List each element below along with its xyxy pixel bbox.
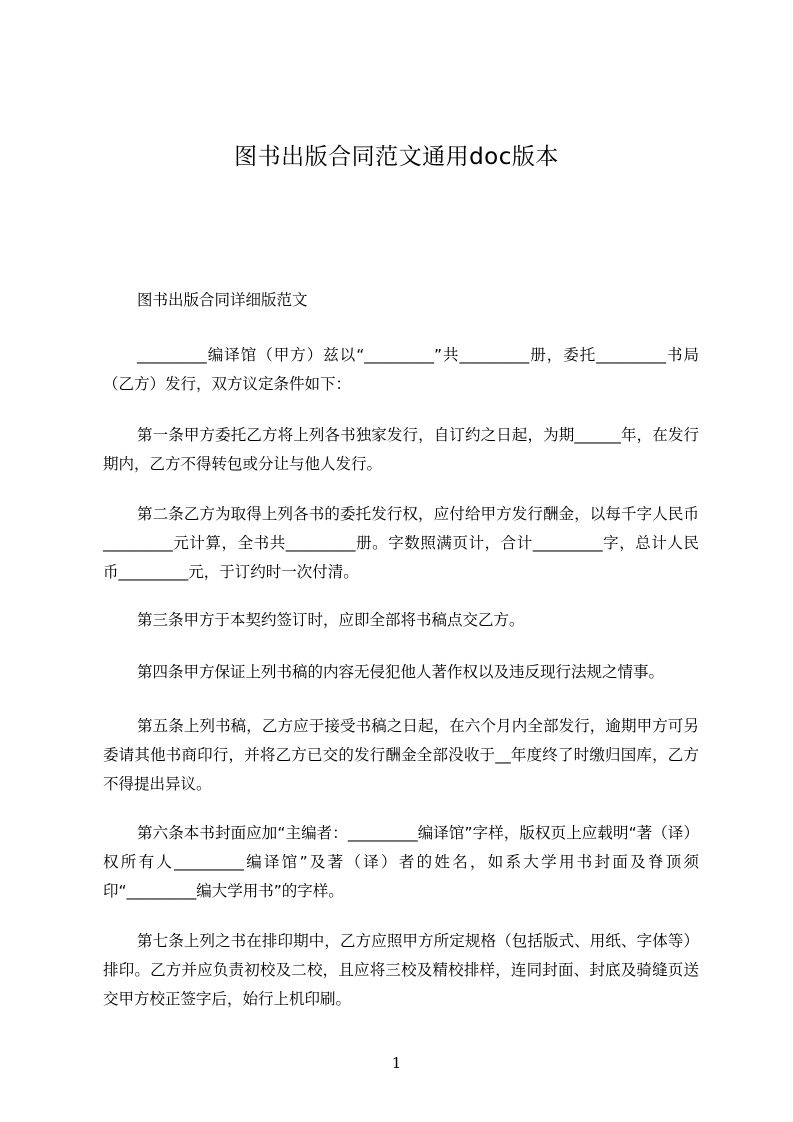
article-3: 第三条甲方于本契约签订时，应即全部将书稿点交乙方。	[137, 611, 525, 629]
article-5: 第五条上列书稿，乙方应于接受书稿之日起，在六个月内全部发行，逾期甲方可另委请其他书商印行，并将乙方已交的发行酬金全部没收于__年度终了时缴归国库，乙方不得提出异议。	[103, 717, 699, 793]
document-subtitle: 图书出版合同详细版范文	[137, 291, 308, 309]
article-6: 第六条本书封面应加“主编者：_________编译馆”字样，版权页上应载明“著（译）权所有人_________编译馆”及著（译）者的姓名，如系大学用书封面及脊顶须印“_________编大学用书”的字样。	[103, 824, 699, 900]
article-1: 第一条甲方委托乙方将上列各书独家发行，自订约之日起，为期______年，在发行期内，乙方不得转包或分让与他人发行。	[103, 426, 699, 473]
page-number: 1	[391, 1054, 402, 1072]
document-title: 图书出版合同范文通用doc版本	[234, 144, 559, 170]
article-2: 第二条乙方为取得上列各书的委托发行权，应付给甲方发行酬金，以每千字人民币_________元计算，全书共_________册。字数照满页计，合计_________字，总计人民币_________元，于订约时一次付清。	[103, 505, 699, 581]
article-4: 第四条甲方保证上列书稿的内容无侵犯他人著作权以及违反现行法规之情事。	[137, 663, 665, 681]
article-7: 第七条上列之书在排印期中，乙方应照甲方所定规格（包括版式、用纸、字体等）排印。乙方并应负责初校及二校，且应将三校及精校排样，连同封面、封底及骑缝页送交甲方校正签字后，始行上机印刷。	[103, 932, 699, 1008]
intro-paragraph: _________编译馆（甲方）兹以“_________”共_________册，委托_________书局（乙方）发行，双方议定条件如下：	[103, 346, 699, 393]
